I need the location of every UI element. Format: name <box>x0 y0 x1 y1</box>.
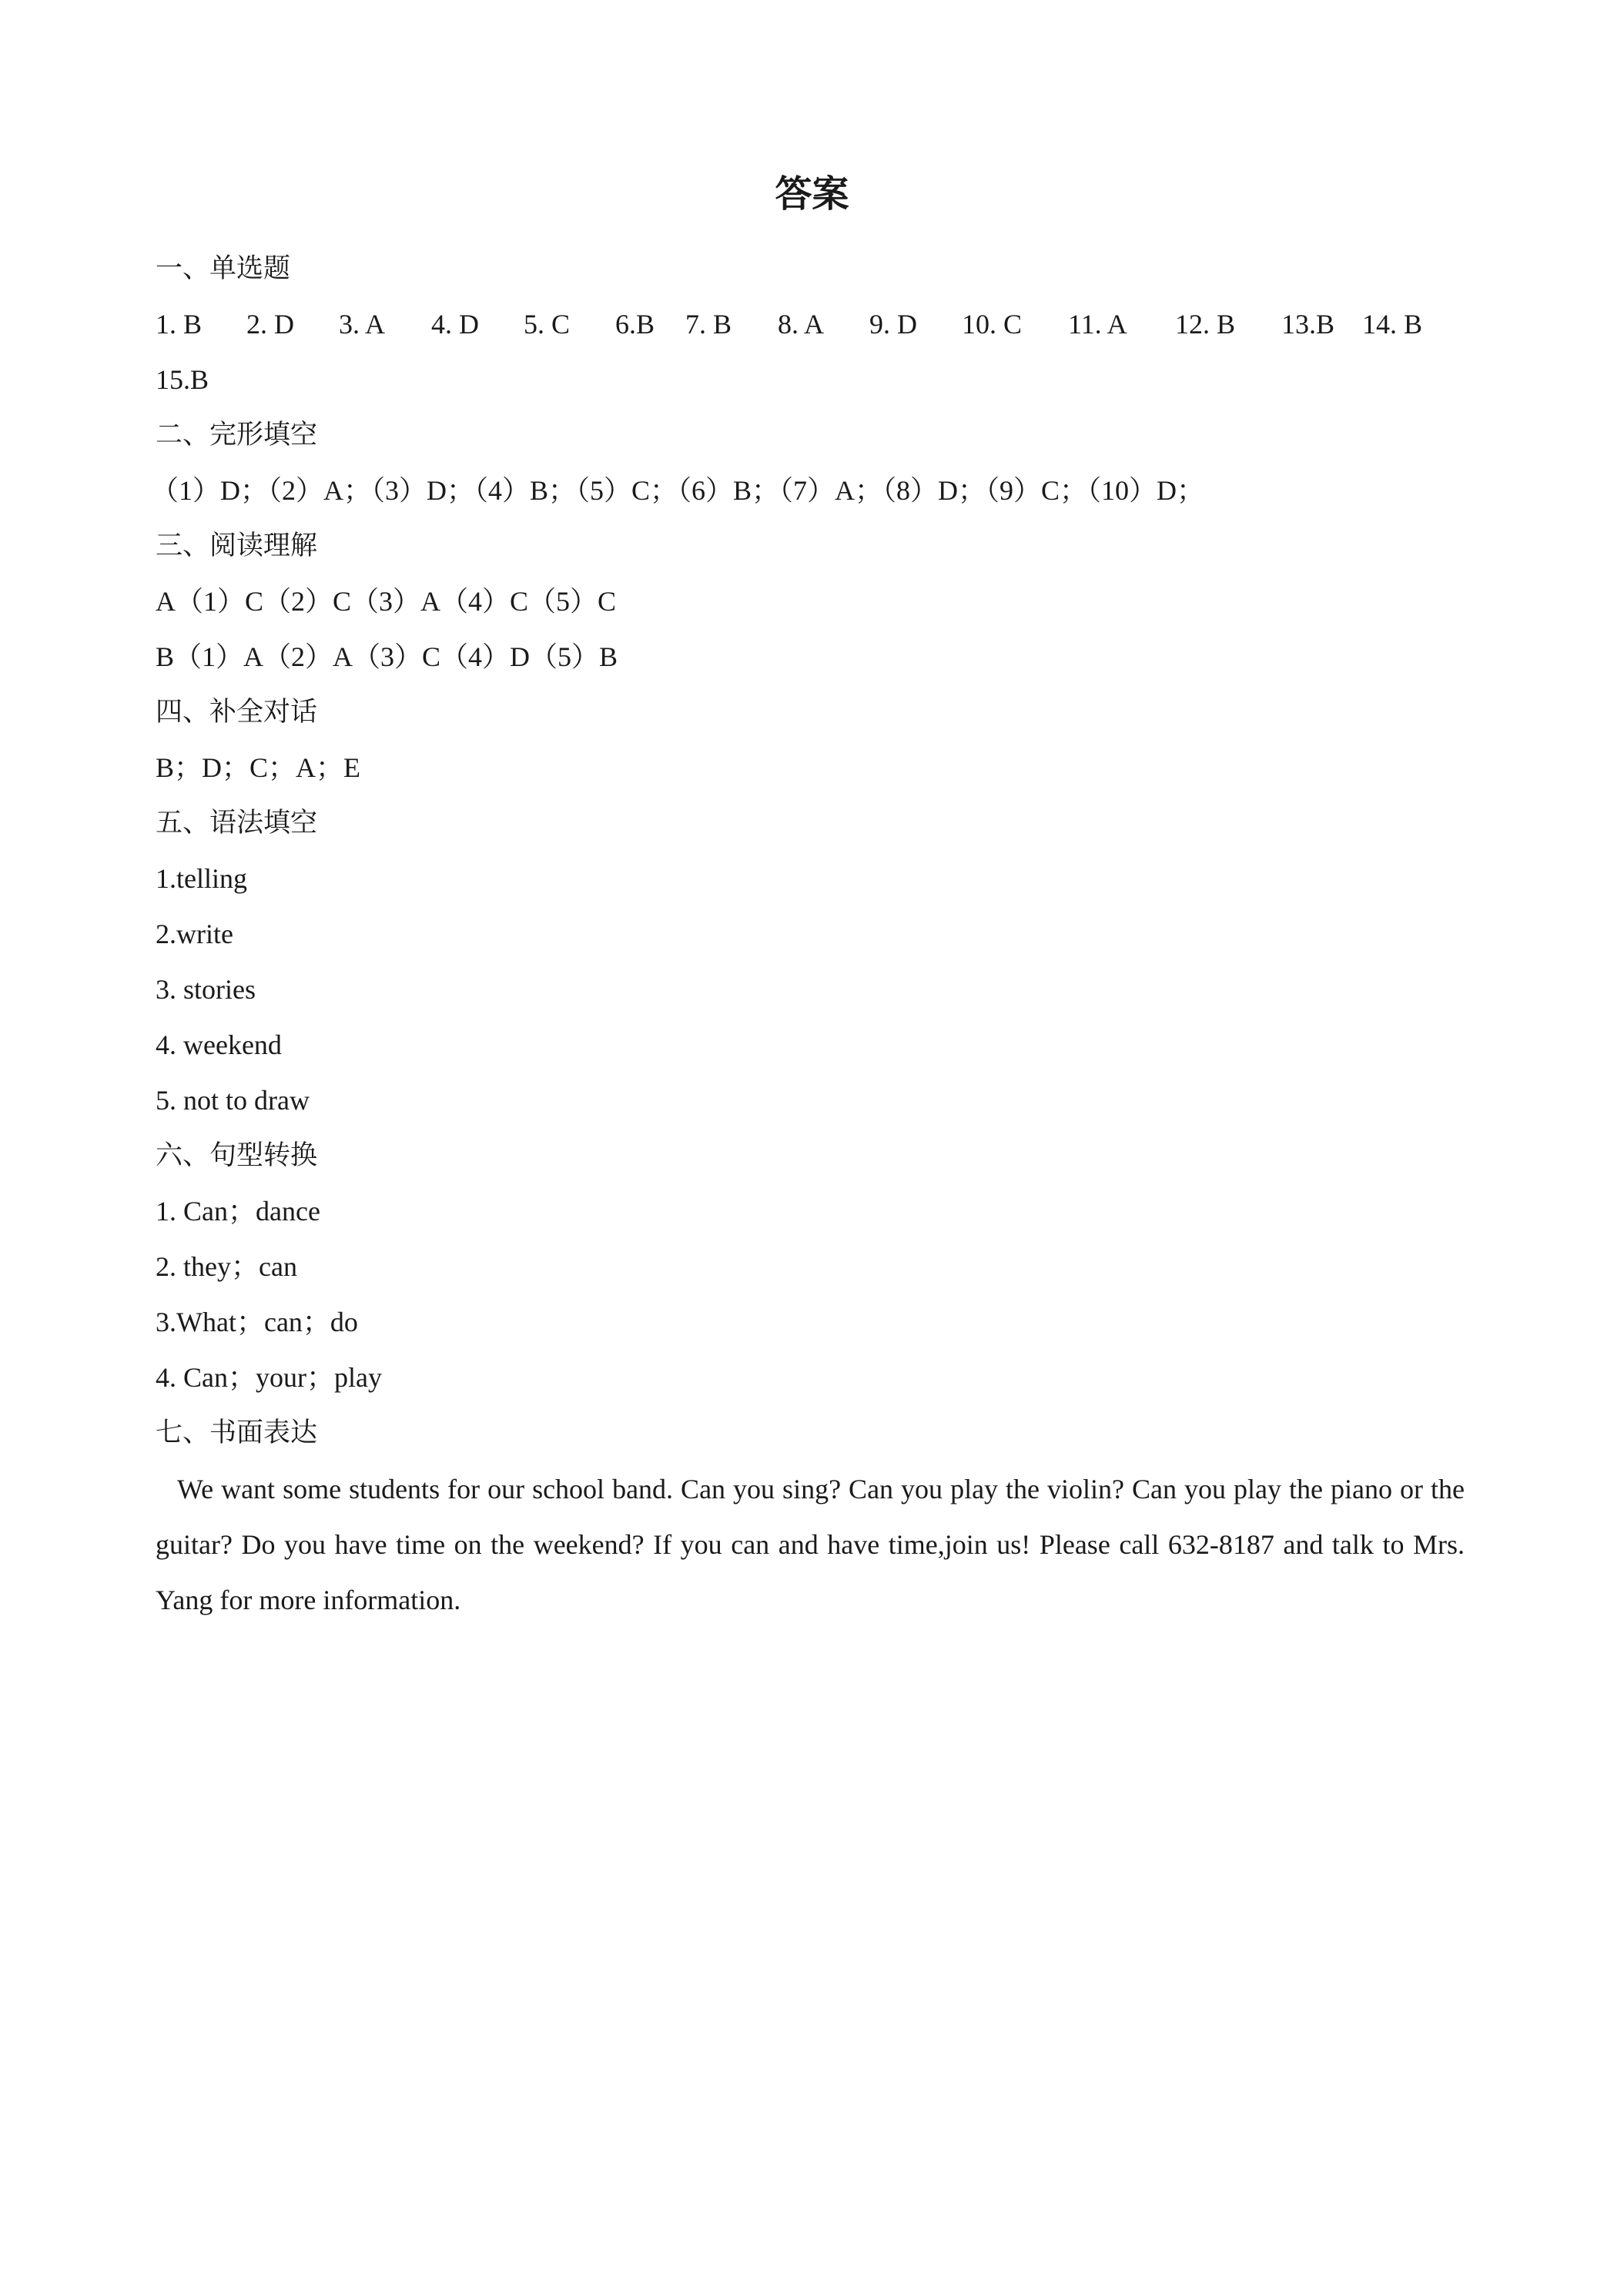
section-heading-reading: 三、阅读理解 <box>156 530 318 561</box>
grammar-answer-item: 4. weekend <box>156 1029 282 1060</box>
answer-item: 8. A <box>778 309 825 340</box>
section-heading-grammar: 五、语法填空 <box>156 808 318 838</box>
answer-item: 1. B <box>156 309 203 340</box>
transform-answer-item: 3.What；can；do <box>156 1307 358 1337</box>
single-choice-answers <box>156 296 1480 352</box>
answer-item: 7. B <box>685 309 732 340</box>
answer-item: 13.B <box>1281 309 1335 340</box>
dialogue-answers: B；D；C；A；E <box>156 752 361 783</box>
section-heading-dialogue: 四、补全对话 <box>156 697 318 728</box>
grammar-answer-item: 3. stories <box>156 974 256 1005</box>
answer-item: 14. B <box>1362 309 1423 340</box>
section-heading-writing: 七、书面表达 <box>156 1417 318 1448</box>
answer-item: 6.B <box>615 309 655 340</box>
section-heading-sentence-transform: 六、句型转换 <box>156 1140 318 1171</box>
answer-item: 3. A <box>339 309 386 340</box>
section-heading-cloze: 二、完形填空 <box>156 420 318 450</box>
grammar-answer-item: 2.write <box>156 919 233 949</box>
transform-answer-item: 1. Can；dance <box>156 1196 320 1227</box>
reading-answers-b: B（1）A（2）A（3）C（4）D（5）B <box>156 641 618 672</box>
answer-item: 10. C <box>962 309 1023 340</box>
section-heading-single-choice: 一、单选题 <box>156 253 291 284</box>
answer-item: 9. D <box>869 309 917 340</box>
writing-sample-paragraph: We want some students for our school band. Can you sing? Can you play the violin? Can you play the piano or the guitar? Do you have time on the weekend? If you can and have time,join us! Please call 632-8187 and talk to Mrs. Yang for more information. <box>156 1474 1465 1615</box>
grammar-answer-item: 5. not to draw <box>156 1085 310 1116</box>
answer-item: 5. C <box>524 309 571 340</box>
page-title: 答案 <box>775 172 849 216</box>
answer-item: 12. B <box>1175 309 1236 340</box>
reading-answers-a: A（1）C（2）C（3）A（4）C（5）C <box>156 586 617 617</box>
answer-item: 2. D <box>246 309 294 340</box>
answer-item: 11. A <box>1068 309 1127 340</box>
cloze-answers: （1）D；（2）A；（3）D；（4）B；（5）C；（6）B；（7）A；（8）D；（9）C；（10）D； <box>151 475 1205 506</box>
answer-item: 15.B <box>156 364 209 395</box>
transform-answer-item: 2. they；can <box>156 1251 297 1282</box>
transform-answer-item: 4. Can；your；play <box>156 1362 382 1393</box>
grammar-answer-item: 1.telling <box>156 863 247 894</box>
answer-item: 4. D <box>431 309 479 340</box>
